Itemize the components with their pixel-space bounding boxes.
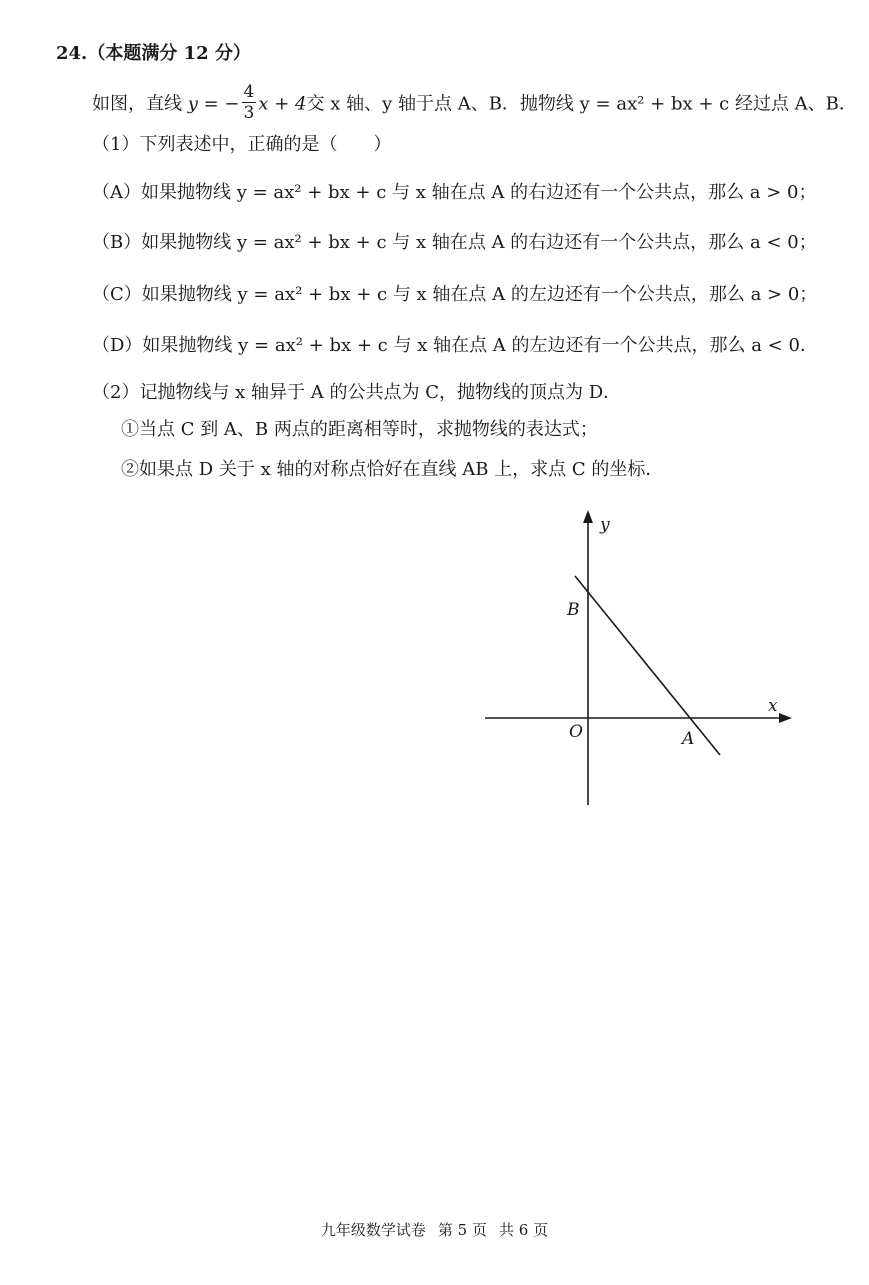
part1-prompt: （1）下列表述中，正确的是（ ） <box>92 134 392 155</box>
origin-label: O <box>569 722 583 742</box>
page-footer <box>0 1220 869 1240</box>
coordinate-figure <box>480 505 810 815</box>
option-c: （C）如果抛物线 y = ax² + bx + c 与 x 轴在点 A 的左边还有一个公共点，那么 a > 0； <box>92 284 818 305</box>
part2-sub2: ②如果点 D 关于 x 轴的对称点恰好在直线 AB 上，求点 C 的坐标． <box>121 459 664 480</box>
slope-fraction <box>242 82 257 123</box>
intro-eq-mid: = − <box>197 93 240 115</box>
question-header <box>56 42 251 66</box>
intro-post: 交 x 轴、y 轴于点 A、B．抛物线 y = ax² + bx + c 经过点 A、B． <box>306 93 857 115</box>
y-axis-arrow-icon <box>583 510 593 523</box>
x-axis-label: x <box>768 696 778 716</box>
question-number: 24. <box>56 43 88 64</box>
line-ab <box>575 576 720 755</box>
footer-total: 共 6 页 <box>499 1221 549 1239</box>
intro-eq-tail: x + 4 <box>258 93 307 115</box>
fraction-numerator: 4 <box>243 82 255 102</box>
footer-title: 九年级数学试卷 <box>320 1221 426 1239</box>
intro-eq-lhs: y <box>187 93 198 115</box>
option-d: （D）如果抛物线 y = ax² + bx + c 与 x 轴在点 A 的左边还有一个公共点，那么 a < 0． <box>92 335 818 356</box>
part2-sub1: ①当点 C 到 A、B 两点的距离相等时，求抛物线的表达式； <box>121 419 598 440</box>
question-points: （本题满分 12 分） <box>87 43 251 64</box>
option-b: （B）如果抛物线 y = ax² + bx + c 与 x 轴在点 A 的右边还有一个公共点，那么 a < 0； <box>92 232 817 253</box>
fraction-denominator: 3 <box>243 103 255 123</box>
part2-prompt: （2）记抛物线与 x 轴异于 A 的公共点为 C，抛物线的顶点为 D． <box>92 382 622 403</box>
footer-page: 第 5 页 <box>437 1221 487 1239</box>
option-a: （A）如果抛物线 y = ax² + bx + c 与 x 轴在点 A 的右边还有一个公共点，那么 a > 0； <box>92 182 817 203</box>
x-axis-arrow-icon <box>779 713 792 723</box>
point-a-label: A <box>682 729 695 749</box>
point-b-label: B <box>567 600 580 620</box>
y-axis-label: y <box>600 515 610 535</box>
intro-pre: 如图，直线 <box>92 93 188 115</box>
